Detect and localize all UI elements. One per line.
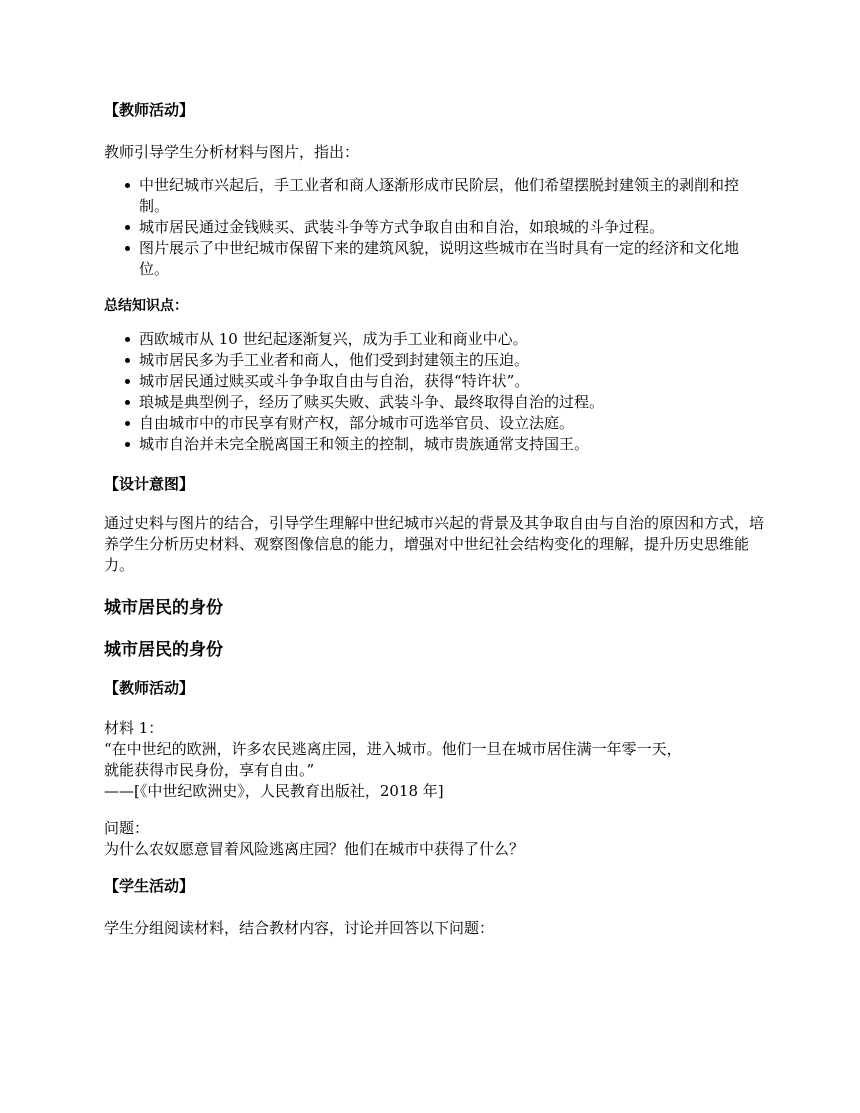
teacher-activity-heading: 【教师活动】 <box>104 101 195 119</box>
list-item: 自由城市中的市民享有财产权，部分城市可选举官员、设立法庭。 <box>139 413 764 434</box>
material-label: 材料 1： <box>104 719 164 737</box>
teacher-activity-list <box>104 175 764 280</box>
list-item: 城市自治并未完全脱离国王和领主的控制，城市贵族通常支持国王。 <box>139 434 764 455</box>
summary-label: 总结知识点： <box>104 298 188 314</box>
question-text: 为什么农奴愿意冒着风险逃离庄园？他们在城市中获得了什么？ <box>104 840 525 858</box>
material-block <box>104 718 764 802</box>
list-item: 城市居民多为手工业者和商人，他们受到封建领主的压迫。 <box>139 350 764 371</box>
student-activity-heading: 【学生活动】 <box>104 877 195 895</box>
material-source: ——[《中世纪欧洲史》，人民教育出版社，2018 年] <box>104 782 444 800</box>
list-item: 城市居民通过金钱赎买、武装斗争等方式争取自由和自治，如琅城的斗争过程。 <box>139 217 764 238</box>
list-item: 中世纪城市兴起后，手工业者和商人逐渐形成市民阶层，他们希望摆脱封建领主的剥削和控制。 <box>139 175 764 217</box>
document-page <box>104 100 764 939</box>
question-block <box>104 818 764 860</box>
summary-list <box>104 329 764 455</box>
list-item: 西欧城市从 10 世纪起逐渐复兴，成为手工业和商业中心。 <box>139 329 764 350</box>
design-intent-heading: 【设计意图】 <box>104 475 195 493</box>
student-activity-text: 学生分组阅读材料，结合教材内容，讨论并回答以下问题： <box>104 919 495 937</box>
list-item: 图片展示了中世纪城市保留下来的建筑风貌，说明这些城市在当时具有一定的经济和文化地位。 <box>139 238 764 280</box>
list-item: 琅城是典型例子，经历了赎买失败、武装斗争、最终取得自治的过程。 <box>139 392 764 413</box>
teacher-activity-heading-2: 【教师活动】 <box>104 679 195 697</box>
list-item: 城市居民通过赎买或斗争争取自由与自治，获得“特许状”。 <box>139 371 764 392</box>
section-subtitle: 城市居民的身份 <box>104 640 223 660</box>
material-quote-line: “在中世纪的欧洲，许多农民逃离庄园，进入城市。他们一旦在城市居住满一年零一天， <box>104 740 682 758</box>
design-intent-text: 通过史料与图片的结合，引导学生理解中世纪城市兴起的背景及其争取自由与自治的原因和方式，培养学生分析历史材料、观察图像信息的能力，增强对中世纪社会结构变化的理解，提升历史思维能力。 <box>104 514 765 574</box>
section-title: 城市居民的身份 <box>104 598 223 618</box>
question-label: 问题： <box>104 819 150 837</box>
teacher-activity-intro: 教师引导学生分析材料与图片，指出： <box>104 143 360 161</box>
material-quote-line: 就能获得市民身份，享有自由。” <box>104 761 315 779</box>
